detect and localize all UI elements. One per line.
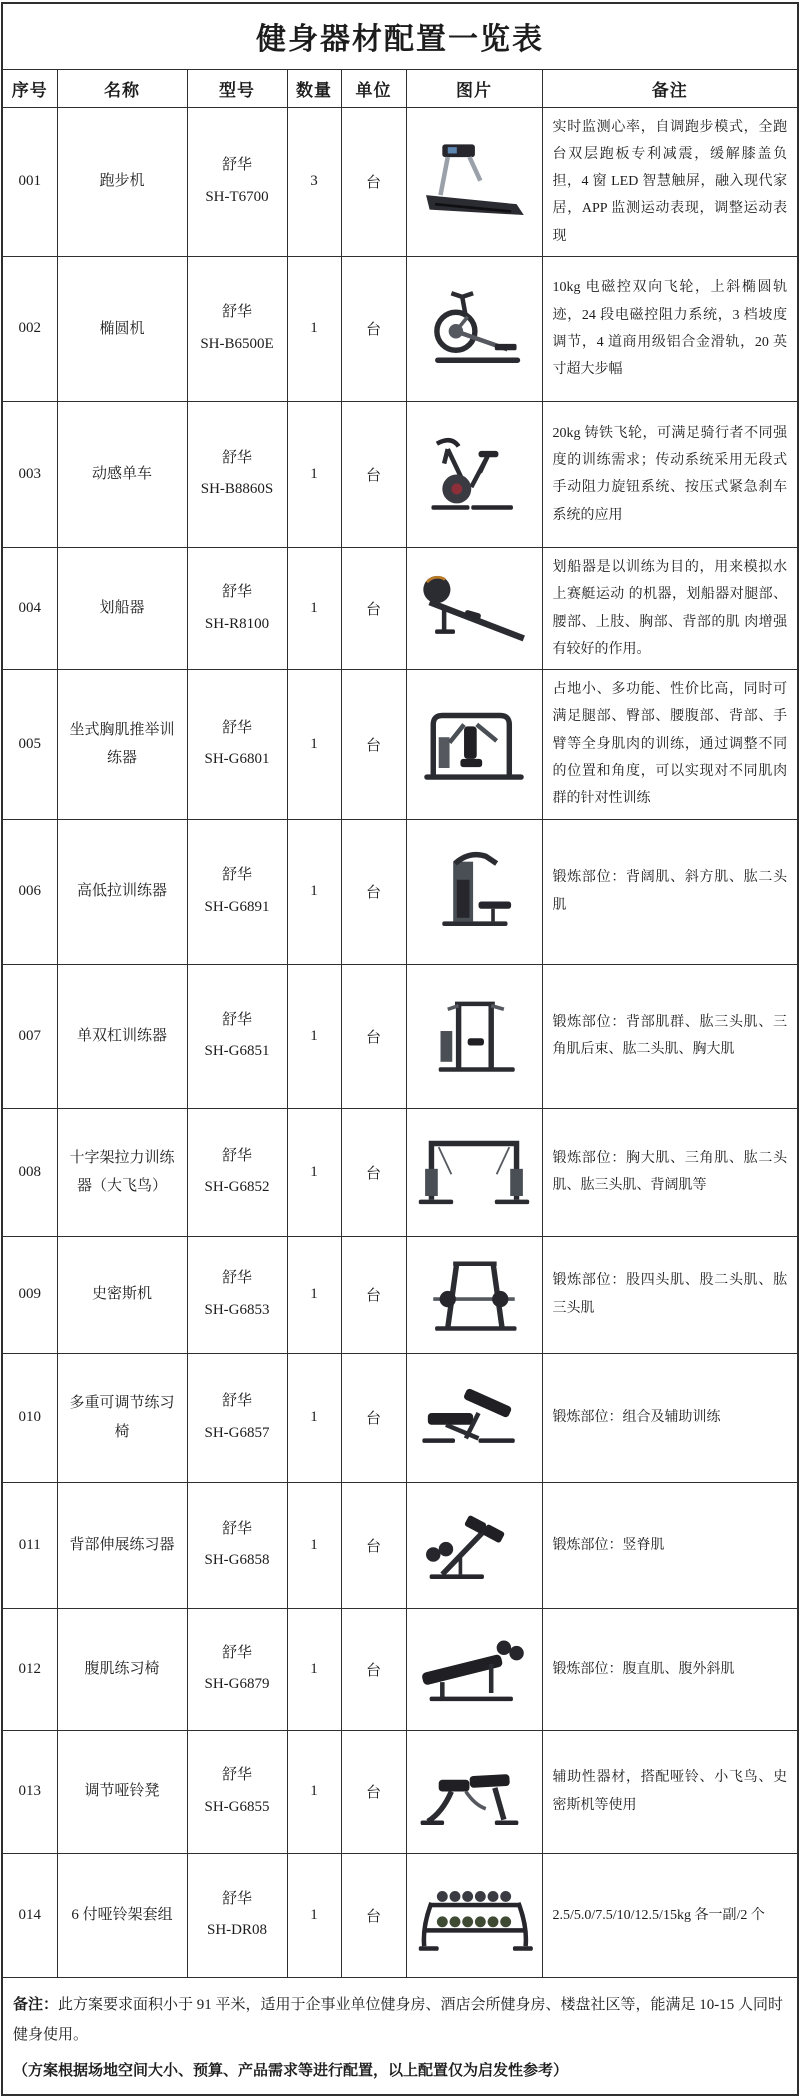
- row-number: 012: [2, 1608, 57, 1730]
- equipment-model-number: SH-R8100: [204, 615, 270, 632]
- equipment-image-cell: [406, 107, 542, 256]
- footer-note-text: 此方案要求面积小于 91 平米，适用于企事业单位健身房、酒店会所健身房、楼盘社区等，能满足 10-15 人同时健身使用。: [13, 1996, 784, 2043]
- equipment-quantity: 1: [287, 1608, 341, 1730]
- row-number: 005: [2, 670, 57, 819]
- equipment-row: [2, 1353, 798, 1482]
- equipment-brand: 舒华: [221, 157, 252, 174]
- spin-bike-image: [415, 431, 533, 517]
- equipment-remark: 10kg 电磁控双向飞轮，上斜椭圆轨迹，24 段电磁控阻力系统，3 档坡度调节，4 道商用级铝合金滑轨，20 英寸超大步幅: [542, 256, 798, 401]
- equipment-model: [187, 1482, 287, 1608]
- equipment-brand: 舒华: [221, 1270, 252, 1287]
- row-number: 002: [2, 256, 57, 401]
- lat-pulldown-image: [415, 849, 533, 935]
- equipment-row: [2, 547, 798, 669]
- equipment-brand: 舒华: [221, 867, 252, 884]
- equipment-brand: 舒华: [221, 1520, 252, 1537]
- equipment-remark: 锻炼部位：股四头肌、股二头肌、肱三头肌: [542, 1236, 798, 1353]
- equipment-brand: 舒华: [221, 1147, 252, 1164]
- equipment-table-body: [2, 107, 798, 1977]
- equipment-name: 动感单车: [57, 401, 187, 547]
- equipment-name: 划船器: [57, 547, 187, 669]
- equipment-brand: 舒华: [221, 304, 252, 321]
- equipment-remark: 实时监测心率，自调跑步模式，全跑台双层跑板专利减震，缓解膝盖负担，4 窗 LED 智慧触屏，融入现代家居，APP 监测运动表现，调整运动表现: [542, 107, 798, 256]
- equipment-image-cell: [406, 256, 542, 401]
- title-row: [2, 3, 798, 69]
- equipment-row: [2, 819, 798, 964]
- row-number: 008: [2, 1108, 57, 1236]
- equipment-config-table: [1, 2, 799, 2096]
- column-header-image: 图片: [406, 69, 542, 107]
- equipment-unit: 台: [341, 1353, 406, 1482]
- equipment-brand: 舒华: [221, 449, 252, 466]
- equipment-quantity: 1: [287, 1482, 341, 1608]
- equipment-image-cell: [406, 401, 542, 547]
- row-number: 009: [2, 1236, 57, 1353]
- equipment-model: [187, 1236, 287, 1353]
- dip-chin-image: [415, 993, 533, 1079]
- equipment-image-cell: [406, 1108, 542, 1236]
- dumbbell-rack-image: [415, 1872, 533, 1958]
- footer-section: [2, 1977, 798, 2095]
- row-number: 001: [2, 107, 57, 256]
- equipment-model-number: SH-G6851: [204, 1043, 270, 1060]
- equipment-brand: 舒华: [221, 584, 252, 601]
- equipment-image-cell: [406, 1853, 542, 1977]
- equipment-unit: 台: [341, 819, 406, 964]
- column-header-no: 序号: [2, 69, 57, 107]
- equipment-quantity: 1: [287, 819, 341, 964]
- equipment-image-cell: [406, 1730, 542, 1853]
- equipment-name: 史密斯机: [57, 1236, 187, 1353]
- equipment-unit: 台: [341, 547, 406, 669]
- rower-image: [415, 566, 533, 652]
- table-header-row: [2, 69, 798, 107]
- row-number: 003: [2, 401, 57, 547]
- equipment-brand: 舒华: [221, 1011, 252, 1028]
- equipment-quantity: 1: [287, 670, 341, 819]
- equipment-model-number: SH-T6700: [205, 188, 269, 205]
- equipment-name: 6 付哑铃架套组: [57, 1853, 187, 1977]
- equipment-quantity: 1: [287, 401, 341, 547]
- equipment-name: 腹肌练习椅: [57, 1608, 187, 1730]
- column-header-unit: 单位: [341, 69, 406, 107]
- chest-press-image: [415, 701, 533, 787]
- column-header-remark: 备注: [542, 69, 798, 107]
- equipment-remark: 划船器是以训练为目的，用来模拟水上赛艇运动 的机器，划船器对腿部、腰部、上肢、胸部、背部的肌 肉增强有较好的作用。: [542, 547, 798, 669]
- equipment-model-number: SH-G6852: [204, 1179, 270, 1196]
- equipment-row: [2, 1236, 798, 1353]
- equipment-unit: 台: [341, 964, 406, 1108]
- equipment-image-cell: [406, 1236, 542, 1353]
- equipment-remark: 辅助性器材，搭配哑铃、小飞鸟、史密斯机等使用: [542, 1730, 798, 1853]
- equipment-image-cell: [406, 547, 542, 669]
- equipment-row: [2, 1853, 798, 1977]
- treadmill-image: [415, 139, 533, 225]
- equipment-remark: 锻炼部位：腹直肌、腹外斜肌: [542, 1608, 798, 1730]
- equipment-quantity: 3: [287, 107, 341, 256]
- equipment-unit: 台: [341, 1730, 406, 1853]
- column-header-qty: 数量: [287, 69, 341, 107]
- equipment-quantity: 1: [287, 1236, 341, 1353]
- equipment-row: [2, 964, 798, 1108]
- page-title: 健身器材配置一览表: [2, 3, 798, 69]
- equipment-model-number: SH-G6858: [204, 1552, 270, 1569]
- cable-crossover-image: [415, 1129, 533, 1215]
- equipment-model-number: SH-DR08: [206, 1922, 267, 1939]
- equipment-model-number: SH-B8860S: [200, 481, 274, 498]
- column-header-model: 型号: [187, 69, 287, 107]
- equipment-row: [2, 401, 798, 547]
- equipment-remark: 锻炼部位：竖脊肌: [542, 1482, 798, 1608]
- column-header-name: 名称: [57, 69, 187, 107]
- equipment-brand: 舒华: [221, 1644, 252, 1661]
- equipment-remark: 2.5/5.0/7.5/10/12.5/15kg 各一副/2 个: [542, 1853, 798, 1977]
- equipment-remark: 锻炼部位：胸大肌、三角肌、肱二头肌、肱三头肌、背阔肌等: [542, 1108, 798, 1236]
- equipment-quantity: 1: [287, 256, 341, 401]
- equipment-image-cell: [406, 670, 542, 819]
- equipment-remark: 20kg 铸铁飞轮，可满足骑行者不同强度的训练需求；传动系统采用无段式手动阻力旋钮系统、按压式紧急刹车系统的应用: [542, 401, 798, 547]
- equipment-unit: 台: [341, 1482, 406, 1608]
- equipment-model: [187, 1108, 287, 1236]
- equipment-unit: 台: [341, 401, 406, 547]
- footer-note-line1: [13, 1990, 787, 2050]
- equipment-name: 高低拉训练器: [57, 819, 187, 964]
- row-number: 010: [2, 1353, 57, 1482]
- equipment-quantity: 1: [287, 547, 341, 669]
- row-number: 014: [2, 1853, 57, 1977]
- equipment-image-cell: [406, 1482, 542, 1608]
- equipment-model: [187, 1353, 287, 1482]
- equipment-row: [2, 670, 798, 819]
- row-number: 013: [2, 1730, 57, 1853]
- equipment-quantity: 1: [287, 1353, 341, 1482]
- footer-note-line2: （方案根据场地空间大小、预算、产品需求等进行配置，以上配置仅为启发性参考）: [13, 2062, 569, 2079]
- equipment-model: [187, 819, 287, 964]
- equipment-unit: 台: [341, 1853, 406, 1977]
- row-number: 011: [2, 1482, 57, 1608]
- equipment-unit: 台: [341, 1608, 406, 1730]
- equipment-name: 调节哑铃凳: [57, 1730, 187, 1853]
- title-section: [2, 3, 798, 107]
- equipment-quantity: 1: [287, 1108, 341, 1236]
- footer-note: [2, 1977, 798, 2095]
- equipment-model: [187, 1608, 287, 1730]
- row-number: 006: [2, 819, 57, 964]
- equipment-brand: 舒华: [221, 1890, 252, 1907]
- equipment-model-number: SH-B6500E: [200, 335, 274, 352]
- equipment-image-cell: [406, 1608, 542, 1730]
- equipment-image-cell: [406, 1353, 542, 1482]
- equipment-model: [187, 1853, 287, 1977]
- equipment-quantity: 1: [287, 1853, 341, 1977]
- equipment-unit: 台: [341, 670, 406, 819]
- equipment-brand: 舒华: [221, 1393, 252, 1410]
- row-number: 004: [2, 547, 57, 669]
- equipment-name: 椭圆机: [57, 256, 187, 401]
- equipment-model: [187, 964, 287, 1108]
- equipment-model: [187, 670, 287, 819]
- equipment-row: [2, 1608, 798, 1730]
- smith-machine-image: [415, 1252, 533, 1338]
- footer-row: [2, 1977, 798, 2095]
- dumbbell-bench-image: [415, 1749, 533, 1835]
- equipment-name: 单双杠训练器: [57, 964, 187, 1108]
- equipment-unit: 台: [341, 256, 406, 401]
- equipment-brand: 舒华: [221, 1767, 252, 1784]
- equipment-unit: 台: [341, 1236, 406, 1353]
- ab-bench-image: [415, 1626, 533, 1712]
- equipment-model-number: SH-G6891: [204, 898, 270, 915]
- equipment-name: 多重可调节练习椅: [57, 1353, 187, 1482]
- elliptical-image: [415, 286, 533, 372]
- equipment-row: [2, 1730, 798, 1853]
- footer-note-label: 备注：: [13, 1996, 59, 2013]
- back-extension-image: [415, 1502, 533, 1588]
- equipment-remark: 占地小、多功能、性价比高，同时可满足腿部、臀部、腰腹部、背部、手臂等全身肌肉的训练，通过调整不同的位置和角度，可以实现对不同肌肉群的针对性训练: [542, 670, 798, 819]
- equipment-model-number: SH-G6853: [204, 1301, 270, 1318]
- equipment-model: [187, 107, 287, 256]
- equipment-image-cell: [406, 964, 542, 1108]
- equipment-name: 背部伸展练习器: [57, 1482, 187, 1608]
- equipment-model-number: SH-G6879: [204, 1676, 270, 1693]
- equipment-row: [2, 256, 798, 401]
- equipment-model: [187, 1730, 287, 1853]
- equipment-model-number: SH-G6855: [204, 1798, 270, 1815]
- equipment-row: [2, 1108, 798, 1236]
- equipment-unit: 台: [341, 107, 406, 256]
- equipment-model-number: SH-G6801: [204, 751, 270, 768]
- equipment-name: 十字架拉力训练器（大飞鸟）: [57, 1108, 187, 1236]
- equipment-model: [187, 256, 287, 401]
- equipment-name: 跑步机: [57, 107, 187, 256]
- equipment-brand: 舒华: [221, 719, 252, 736]
- equipment-image-cell: [406, 819, 542, 964]
- row-number: 007: [2, 964, 57, 1108]
- equipment-remark: 锻炼部位：组合及辅助训练: [542, 1353, 798, 1482]
- equipment-remark: 锻炼部位：背部肌群、肱三头肌、三角肌后束、肱二头肌、胸大肌: [542, 964, 798, 1108]
- equipment-model: [187, 401, 287, 547]
- equipment-model-number: SH-G6857: [204, 1424, 270, 1441]
- equipment-quantity: 1: [287, 964, 341, 1108]
- adjustable-bench-image: [415, 1375, 533, 1461]
- equipment-row: [2, 107, 798, 256]
- equipment-model: [187, 547, 287, 669]
- equipment-quantity: 1: [287, 1730, 341, 1853]
- equipment-name: 坐式胸肌推举训练器: [57, 670, 187, 819]
- equipment-unit: 台: [341, 1108, 406, 1236]
- equipment-row: [2, 1482, 798, 1608]
- equipment-remark: 锻炼部位：背阔肌、斜方肌、肱二头肌: [542, 819, 798, 964]
